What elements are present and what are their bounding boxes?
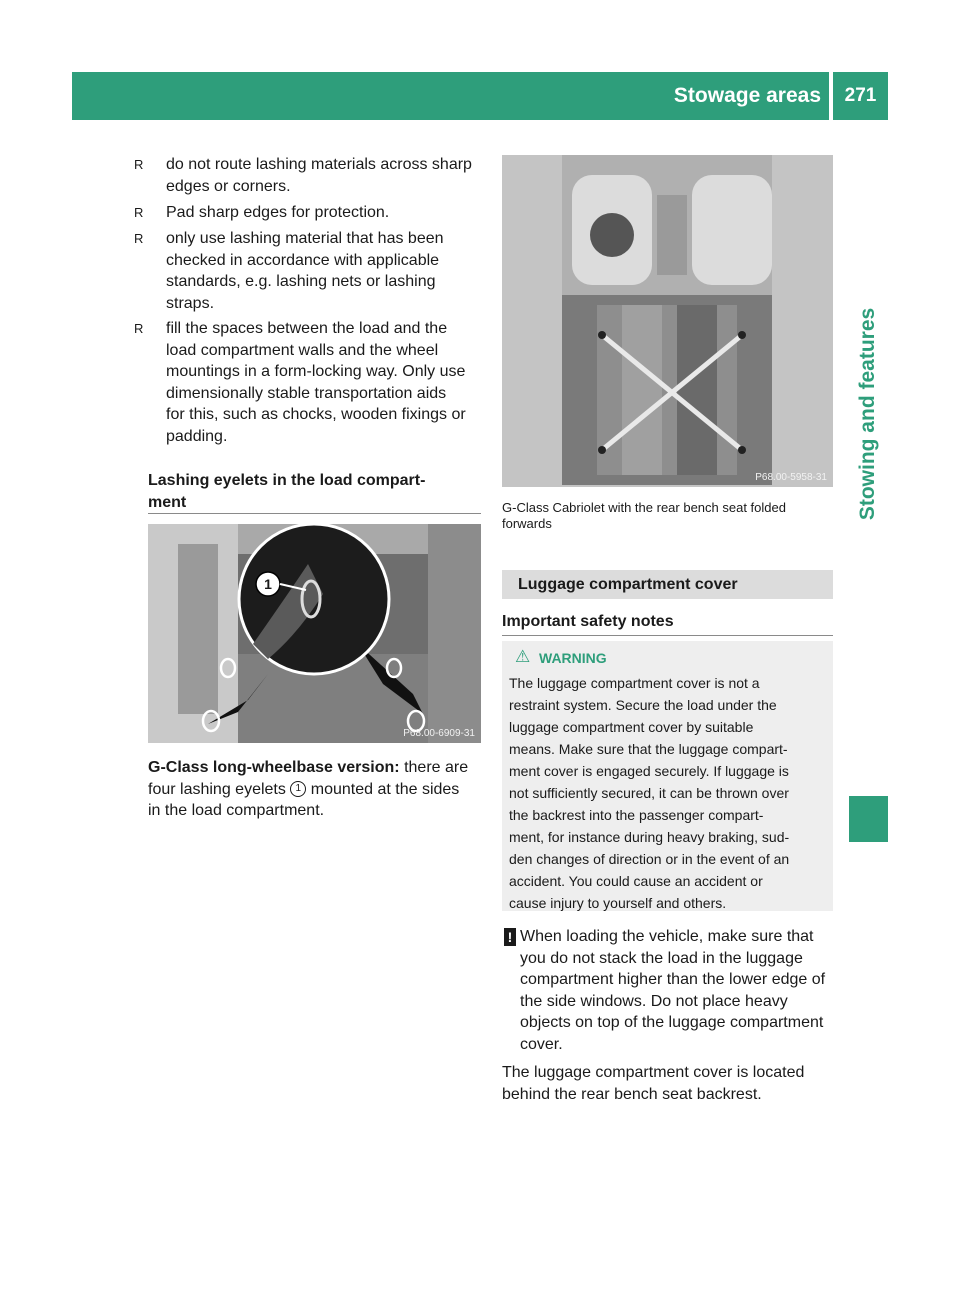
cabriolet-figure [502, 155, 833, 487]
bullet-item: R do not route lashing materials across sharp edges or corners. [134, 156, 472, 195]
figure-code: P68.00-6909-31 [403, 728, 475, 739]
bullet-item: R fill the spaces between the load and the load compartment walls and the wheel mountings in a form-locking way. Only use dimensionally stable transportation aids for this, such as chocks, wooden fixings or padding. [134, 320, 466, 445]
note-icon: ! [504, 928, 516, 946]
subheading-rule [502, 635, 833, 636]
closing-paragraph: The luggage compartment cover is located behind the rear bench seat backrest. [502, 1064, 805, 1103]
heading-rule [148, 513, 481, 514]
bullet-item: R Pad sharp edges for protection. [134, 204, 390, 221]
figure-code: P68.00-5958-31 [755, 472, 827, 483]
subheading: Important safety notes [502, 613, 674, 630]
bullet-item: R only use lashing material that has been checked in accordance with applicable standards, e.g. lashing nets or lashing straps. [134, 230, 444, 312]
lashing-eyelets-figure [148, 524, 481, 743]
lwb-paragraph: G-Class long-wheelbase version: there are four lashing eyelets 1 mounted at the sides in the load compartment. [148, 759, 469, 819]
page-number: 271 [833, 72, 888, 120]
note-text: When loading the vehicle, make sure that you do not stack the load in the luggage compartment higher than the lower edge of the side windows. Do not place heavy objects on top of the luggage compartment cover. [520, 928, 826, 1053]
callout-number: 1 [264, 576, 272, 592]
warning-title: WARNING [539, 650, 607, 666]
section-heading: Luggage compartment cover [502, 570, 833, 599]
callout-marker: 1 [290, 781, 306, 797]
side-tab-label: Stowing and features [856, 307, 879, 521]
side-tab-marker [849, 796, 888, 842]
section-title: Stowage areas [673, 84, 821, 107]
warning-icon: ⚠ [515, 647, 531, 666]
warning-text: The luggage compartment cover is not a restraint system. Secure the load under the luggage compartment cover by suitable means. Make sure that the luggage compart- ment cover is engaged securely. If luggage is not sufficiently secured, it can be thrown over the backrest into the passenger compart- ment, for instance during heavy braking, sud- den changes of direction or in the event of an accident. You could cause an accident or cause injury to yourself and others. [509, 675, 790, 911]
lashing-heading: Lashing eyelets in the load compart- ment [148, 472, 426, 511]
figure-caption: G-Class Cabriolet with the rear bench seat folded forwards [502, 500, 786, 531]
